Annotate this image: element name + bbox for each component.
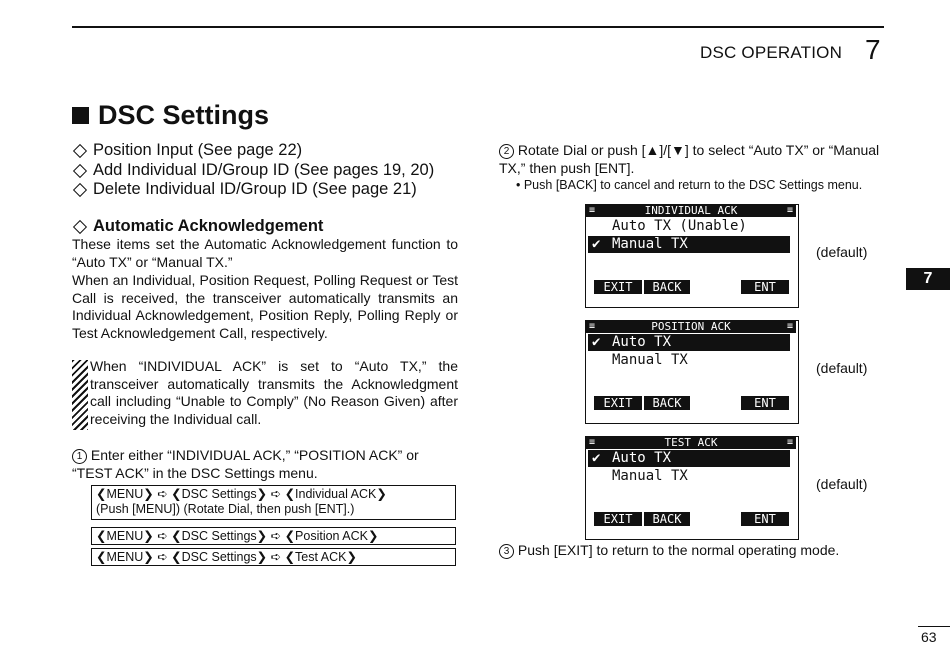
menu-list-icon: ≡ — [786, 321, 793, 332]
menu-path-text: ❮MENU❯ ➪ ❮DSC Settings❯ ➪ ❮Individual ACK❯ — [96, 487, 387, 501]
step-2 — [499, 142, 885, 177]
ent-softkey[interactable]: ENT — [741, 280, 789, 294]
link-text: Add Individual ID/Group ID (See pages 19, 20) — [93, 161, 435, 179]
menu-path-individual — [91, 485, 456, 520]
diamond-bullet-icon — [73, 182, 87, 196]
lcd-individual-ack — [585, 204, 799, 308]
lcd-option-selected[interactable] — [588, 450, 790, 467]
step-number: 3 — [499, 544, 514, 559]
lcd-position-ack — [585, 320, 799, 424]
menu-path-text: ❮MENU❯ ➪ ❮DSC Settings❯ ➪ ❮Position ACK❯ — [96, 529, 379, 543]
lcd-test-ack — [585, 436, 799, 540]
lcd-title-bar — [586, 437, 796, 449]
square-bullet-icon — [72, 107, 89, 124]
note-text: When “INDIVIDUAL ACK” is set to “Auto TX,” the transceiver automatically transmits the Acknowledgment call including “Unable to Comply” (No Reason Given) after receiving the Individual call. — [90, 358, 458, 427]
lcd-option-label: Auto TX (Unable) — [612, 218, 747, 234]
step-2-subnote: • Push [BACK] to cancel and return to the DSC Settings menu. — [516, 178, 863, 192]
menu-path-text: ❮MENU❯ ➪ ❮DSC Settings❯ ➪ ❮Test ACK❯ — [96, 550, 357, 564]
menu-path-test — [91, 548, 456, 566]
lcd-title-bar — [586, 321, 796, 333]
check-icon: ✔ — [592, 450, 601, 466]
lcd-title: INDIVIDUAL ACK — [644, 204, 738, 217]
back-softkey[interactable]: BACK — [644, 396, 690, 410]
diamond-bullet-icon — [73, 143, 87, 157]
subheading-text: Automatic Acknowledgement — [93, 217, 324, 235]
exit-softkey[interactable]: EXIT — [594, 280, 642, 294]
check-icon: ✔ — [592, 334, 601, 350]
link-add-id[interactable] — [72, 161, 434, 180]
lcd-option-label: Manual TX — [612, 468, 688, 484]
check-icon: ✔ — [592, 236, 601, 252]
menu-list-icon: ≡ — [786, 205, 793, 216]
subheading — [72, 217, 323, 236]
link-text: Delete Individual ID/Group ID (See page 21) — [93, 180, 417, 198]
page-number: 63 — [921, 629, 937, 645]
default-label: (default) — [816, 360, 868, 376]
header-rule — [72, 26, 884, 28]
lcd-option[interactable] — [588, 352, 790, 369]
intro-paragraph: These items set the Automatic Acknowledgement function to “Auto TX” or “Manual TX.” — [72, 236, 458, 270]
menu-path-note: (Push [MENU]) (Rotate Dial, then push [ENT].) — [96, 502, 355, 516]
exit-softkey[interactable]: EXIT — [594, 512, 642, 526]
step-text: Enter either “INDIVIDUAL ACK,” “POSITION ACK” or “TEST ACK” in the DSC Settings menu. — [72, 447, 419, 481]
step-text: Push [EXIT] to return to the normal operating mode. — [517, 542, 840, 558]
menu-list-icon: ≡ — [786, 437, 793, 448]
menu-path-position — [91, 527, 456, 545]
diamond-bullet-icon — [73, 219, 87, 233]
lcd-title: POSITION ACK — [651, 320, 731, 333]
link-position-input[interactable] — [72, 141, 302, 160]
section-number: 7 — [865, 34, 881, 65]
lcd-option[interactable] — [588, 218, 790, 235]
menu-list-icon: ≡ — [589, 321, 596, 332]
lcd-option-selected[interactable] — [588, 334, 790, 351]
default-label: (default) — [816, 244, 868, 260]
menu-list-icon: ≡ — [589, 437, 596, 448]
section-title: DSC OPERATION — [700, 43, 843, 62]
diamond-bullet-icon — [73, 163, 87, 177]
menu-list-icon: ≡ — [589, 205, 596, 216]
ent-softkey[interactable]: ENT — [741, 512, 789, 526]
default-label: (default) — [816, 476, 868, 492]
lcd-option-label: Manual TX — [612, 352, 688, 368]
lcd-option[interactable] — [588, 468, 790, 485]
footer-rule — [918, 626, 950, 627]
lcd-title: TEST ACK — [664, 436, 718, 449]
chapter-tab: 7 — [906, 268, 950, 290]
step-3 — [499, 542, 885, 560]
ent-softkey[interactable]: ENT — [741, 396, 789, 410]
step-number: 1 — [72, 449, 87, 464]
note-hatch-icon — [72, 360, 88, 430]
lcd-title-bar — [586, 205, 796, 217]
lcd-option-selected[interactable] — [588, 236, 790, 253]
page-title — [72, 100, 269, 131]
exit-softkey[interactable]: EXIT — [594, 396, 642, 410]
description-paragraph: When an Individual, Position Request, Polling Request or Test Call is received, the transceiver automatically transmits an Individual Acknowledgement, Position Reply, Polling Reply or Test Acknowledgement Call, respectively. — [72, 272, 458, 341]
lcd-option-label: Auto TX — [612, 450, 672, 466]
step-number: 2 — [499, 144, 514, 159]
back-softkey[interactable]: BACK — [644, 512, 690, 526]
lcd-option-label: Auto TX — [612, 334, 672, 350]
back-softkey[interactable]: BACK — [644, 280, 690, 294]
lcd-option-label: Manual TX — [612, 236, 688, 252]
link-text: Position Input (See page 22) — [93, 141, 303, 159]
page-title-text: DSC Settings — [98, 100, 270, 130]
step-text: Rotate Dial or push [▲]/[▼] to select “Auto TX” or “Manual TX,” then push [ENT]. — [499, 142, 880, 176]
step-1 — [72, 447, 458, 482]
link-delete-id[interactable] — [72, 180, 417, 199]
